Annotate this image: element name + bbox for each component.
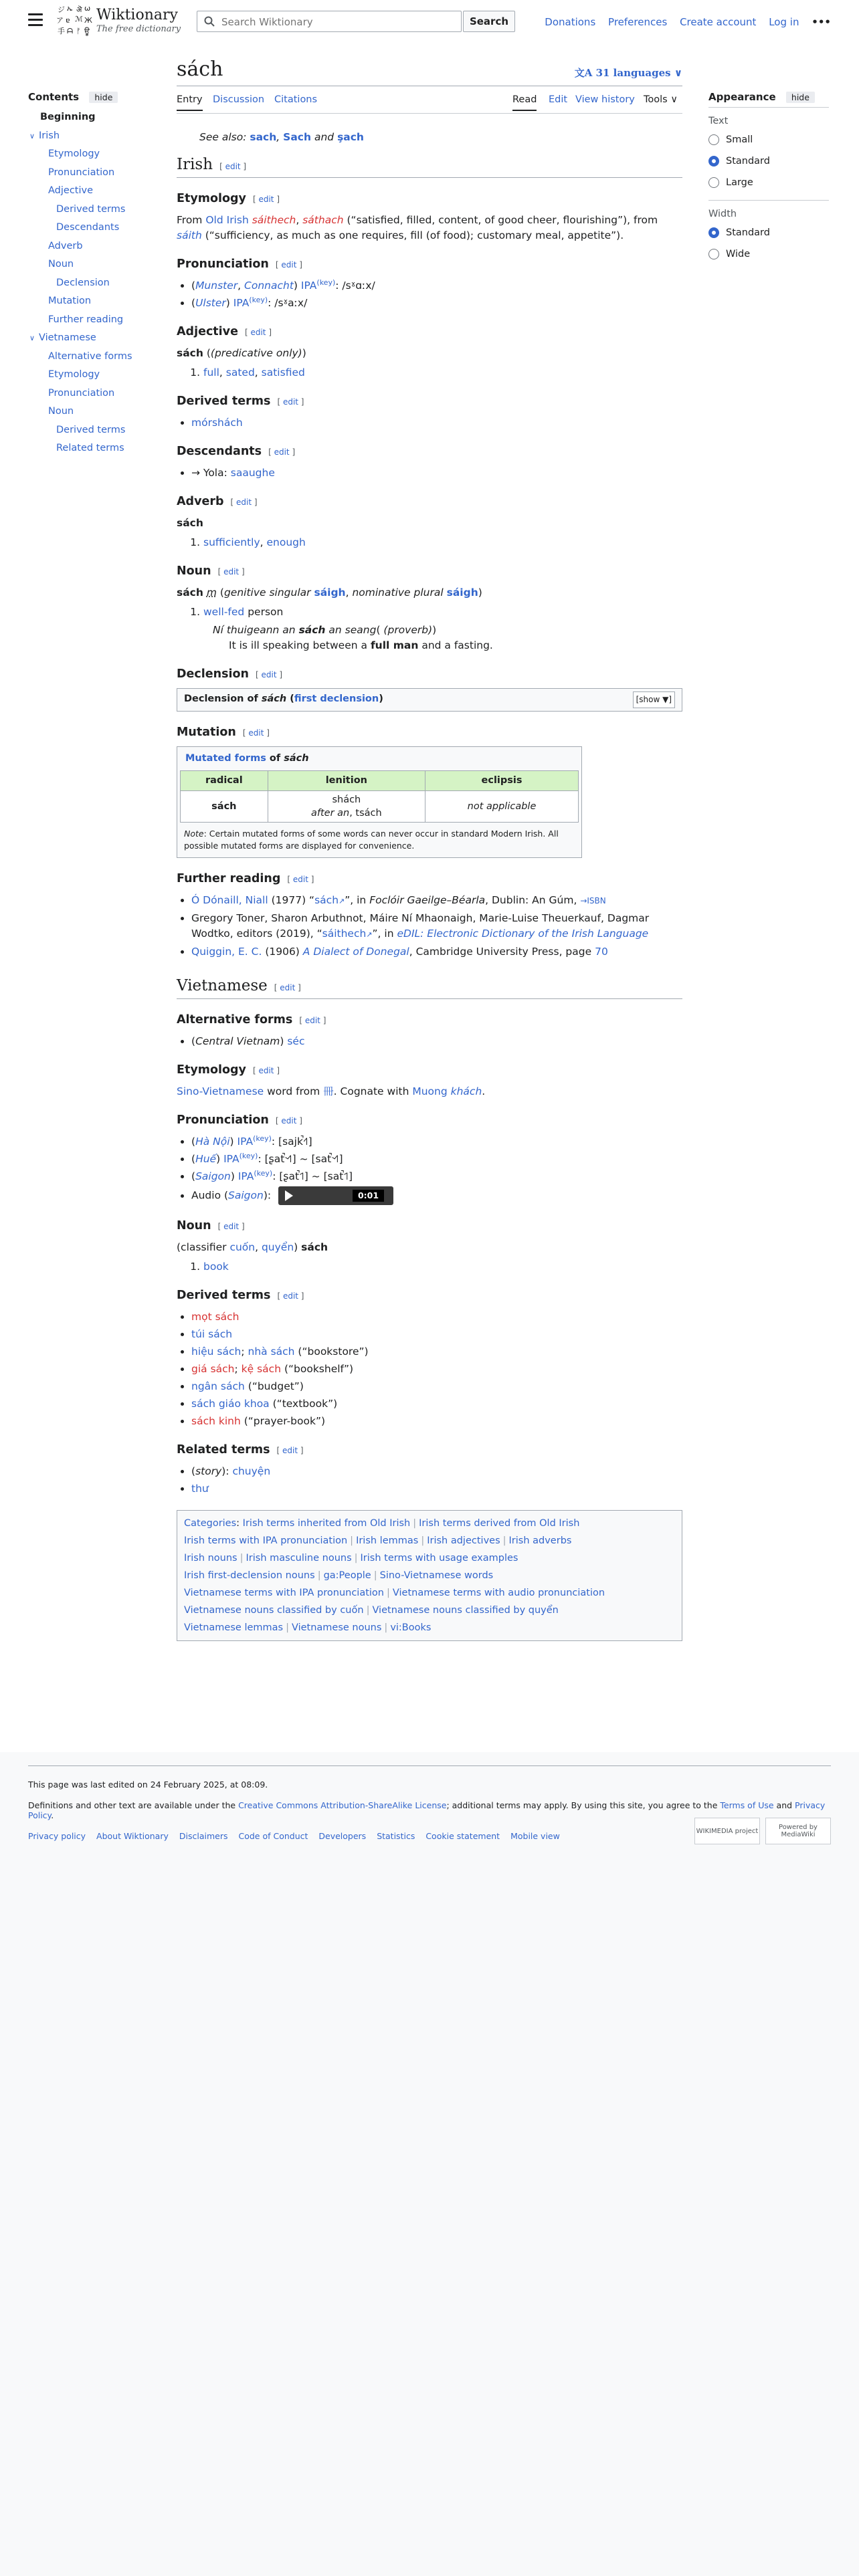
edit-section-link[interactable]: [ edit ]: [244, 328, 272, 337]
table-cell: shách after an, tsách: [268, 791, 425, 823]
see-also: See also: sach, Sach and şach: [199, 131, 364, 143]
translate-icon: 文A: [574, 67, 596, 79]
categories-label[interactable]: Categories: [184, 1518, 237, 1529]
mutation-table: [177, 746, 582, 858]
wordmark-tagline: The free dictionary: [96, 24, 181, 34]
heading-descendants: Descendants [ edit ]: [177, 445, 296, 458]
tab-read[interactable]: Read: [512, 94, 537, 111]
list-item: • Ó Dónaill, Niall (1977) “sách↗”, in Foclóir Gaeilge–Béarla, Dublin: An Gúm, →ISBN: [191, 893, 682, 909]
width-wide-radio[interactable]: Wide: [708, 243, 829, 265]
etymology-text: Sino-Vietnamese word from 冊. Cognate with Muong khách.: [177, 1085, 486, 1097]
svg-text:ア: ア: [56, 16, 64, 25]
toc-item-irish[interactable]: ∨ Irish: [28, 127, 162, 146]
footer-badges: [694, 1818, 831, 1844]
heading-related-terms: Related terms [ edit ]: [177, 1443, 304, 1457]
usage-translation: It is ill speaking between a full man and a fasting.: [229, 639, 493, 651]
chevron-down-icon[interactable]: ∨: [29, 131, 35, 140]
edit-section-link[interactable]: [ edit ]: [217, 1222, 245, 1231]
related-list: [177, 1464, 682, 1497]
categories-box: Categories: Irish terms inherited from Old Irish | Irish terms derived from Old Irish Irish terms with IPA pronunciation | Irish lemmas | Irish adjectives | Irish adverbs Irish nouns | Irish masculine nouns | Irish terms with usage examples Irish first-declension nouns | ga:People | Sino-Vietnamese words Vietnamese terms with IPA pronunciation | Vietnamese terms with audio pronunciation Vietnamese nouns classified by cuốn | Vietnamese nouns classified by quyển Vietnamese lemmas | Vietnamese nouns | vi:Books: [177, 1510, 682, 1641]
toc-item[interactable]: Derived terms: [56, 203, 126, 215]
chevron-down-icon[interactable]: ∨: [29, 334, 35, 342]
toc-item[interactable]: Pronunciation: [48, 387, 115, 399]
descendants-list: [177, 465, 682, 481]
audio-duration: 0:01: [353, 1190, 384, 1202]
divider: [708, 200, 829, 201]
radio-selected-icon[interactable]: [708, 156, 719, 167]
edit-section-link[interactable]: [ edit ]: [276, 1446, 304, 1455]
radio-selected-icon[interactable]: [708, 227, 719, 238]
create-account-link[interactable]: Create account: [680, 16, 757, 28]
list-item: • mọt sách: [191, 1309, 682, 1325]
etym-link[interactable]: sáithech: [252, 214, 296, 226]
hamburger-menu-icon[interactable]: [28, 13, 43, 27]
derived-list: [177, 415, 682, 431]
toc-list: [28, 108, 162, 458]
external-link-icon: ↗: [339, 897, 345, 905]
toc-item[interactable]: Noun: [48, 259, 74, 270]
heading-etymology: Etymology [ edit ]: [177, 192, 280, 205]
list-item: • Audio (Saigon): 0:01: [191, 1186, 682, 1205]
radio-icon[interactable]: [708, 134, 719, 145]
list-item: 1. sufficiently, enough: [203, 535, 682, 550]
edit-section-link[interactable]: [ edit ]: [219, 162, 247, 171]
list-item: • Gregory Toner, Sharon Arbuthnot, Máire Ní Mhaonaigh, Marie-Luise Theuerkauf, Dagmar Wodtko, editors (2019), “sáithech↗”, in eDIL: Electronic Dictionary of the Irish Language: [191, 911, 682, 942]
heading-derived-terms: Derived terms [ edit ]: [177, 395, 304, 408]
mediawiki-badge[interactable]: Powered by MediaWiki: [765, 1818, 831, 1844]
see-also-link[interactable]: sach: [250, 131, 277, 143]
page-tabs: [177, 86, 682, 114]
tab-edit[interactable]: Edit: [549, 94, 568, 105]
column-header: radical: [181, 771, 268, 791]
edit-section-link[interactable]: [ edit ]: [256, 670, 283, 679]
search-icon: [204, 16, 215, 27]
list-item: • (Munster, Connacht) $IPA^{(key)}$: /sˠɑːx/: [191, 278, 682, 294]
site-header: [0, 0, 859, 41]
toc-item[interactable]: Mutation: [48, 296, 92, 306]
tab-citations[interactable]: Citations: [274, 94, 318, 105]
sense-list: [177, 535, 682, 550]
toc-item[interactable]: Descendants: [56, 222, 120, 233]
list-item: • (Central Vietnam) séc: [191, 1034, 682, 1049]
text-size-small-radio[interactable]: Small: [708, 129, 829, 150]
tab-discussion[interactable]: Discussion: [213, 94, 265, 105]
list-item: • túi sách: [191, 1327, 682, 1342]
preferences-link[interactable]: Preferences: [608, 16, 668, 28]
toc-hide-button[interactable]: hide: [89, 92, 118, 103]
list-item: • (story): chuyện: [191, 1464, 682, 1479]
external-link-icon: ↗: [366, 930, 373, 939]
show-toggle-button[interactable]: [show ▼]: [633, 691, 675, 708]
personal-tools: [535, 16, 831, 28]
toc-item[interactable]: Related terms: [56, 443, 124, 453]
more-options-icon[interactable]: •••: [812, 16, 831, 28]
toc-item-vietnamese[interactable]: ∨ Vietnamese: [28, 329, 162, 348]
footer-links: Privacy policy About Wiktionary Disclaimers Code of Conduct Developers Statistics Cookie statement Mobile view: [28, 1831, 560, 1841]
etym-link[interactable]: sáith: [177, 229, 202, 241]
table-of-contents: [28, 91, 162, 458]
edit-section-link[interactable]: [ edit ]: [299, 1016, 326, 1025]
tab-view-history[interactable]: View history: [575, 94, 635, 105]
svg-text:ऄ: ऄ: [76, 5, 82, 14]
site-footer: [28, 1765, 831, 1841]
alt-forms-list: [177, 1034, 682, 1049]
list-item: • hiệu sách; nhà sách (“bookstore”): [191, 1344, 682, 1360]
wordmark-title: Wiktionary: [96, 7, 178, 23]
entry-body: [177, 114, 682, 1641]
svg-text:ᚠ: ᚠ: [76, 27, 81, 35]
chevron-down-icon: ∨: [667, 94, 678, 105]
tools-menu[interactable]: Tools ∨: [644, 94, 678, 105]
search-button[interactable]: Search: [463, 11, 515, 32]
heading-mutation: Mutation [ edit ]: [177, 726, 270, 739]
headword-line: sách m (genitive singular sáigh, nominative plural sáigh): [177, 586, 482, 599]
play-icon[interactable]: [285, 1190, 293, 1201]
chevron-down-icon: ∨: [670, 67, 682, 79]
sense-list: [177, 1259, 682, 1275]
sense-list: [177, 605, 682, 620]
headword-line: sách ((predicative only)): [177, 347, 306, 359]
list-item: • sách giáo khoa (“textbook”): [191, 1396, 682, 1412]
tab-entry[interactable]: Entry: [177, 94, 203, 111]
license-text: Definitions and other text are available under the Creative Commons Attribution-ShareAlike License; additional terms may apply. By using this site, you agree to the Terms of Use and Privacy Policy.: [28, 1800, 826, 1820]
list-item: 1. book: [203, 1259, 682, 1275]
text-size-standard-radio[interactable]: Standard: [708, 150, 829, 172]
mutation-note: Note: Certain mutated forms of some words can never occur in standard Modern Irish. All possible mutated forms are displayed for convenience.: [184, 829, 559, 851]
list-item: • mórshách: [191, 415, 682, 431]
see-also-link[interactable]: Sach: [283, 131, 312, 143]
text-size-label: Text: [708, 116, 729, 126]
edit-section-link[interactable]: [ edit ]: [268, 447, 296, 457]
wikimedia-badge[interactable]: WIKIMEDIA project: [694, 1818, 760, 1844]
list-item: 1. full, sated, satisfied: [203, 365, 682, 381]
toc-item[interactable]: Pronunciation: [48, 167, 115, 178]
edit-section-link[interactable]: [ edit ]: [252, 195, 280, 204]
headword-line: sách: [177, 517, 203, 529]
edit-section-link[interactable]: [ edit ]: [287, 875, 314, 884]
toc-item[interactable]: Adjective: [48, 185, 94, 196]
pronunciation-list: [177, 278, 682, 311]
heading-noun: Noun [ edit ]: [177, 1219, 245, 1232]
headword-line: (classifier cuốn, quyển) sách: [177, 1241, 328, 1253]
edit-section-link[interactable]: [ edit ]: [252, 1066, 280, 1075]
audio-player[interactable]: [278, 1186, 393, 1205]
list-item: • (Huế) $IPA^{(key)}$: [ʂat̚˦˧˥] ~ [sat̚˦˧˥]: [191, 1152, 682, 1167]
section-vietnamese: Vietnamese [ edit ]: [177, 978, 682, 999]
declension-box[interactable]: Declension of sách (first declension) [show ▼]: [177, 688, 682, 712]
column-header: lenition: [268, 771, 425, 791]
heading-noun: Noun [ edit ]: [177, 564, 245, 578]
edit-section-link[interactable]: [ edit ]: [275, 1116, 302, 1125]
toc-item-beginning[interactable]: Beginning: [40, 112, 96, 122]
toc-item[interactable]: Further reading: [48, 314, 124, 325]
pronunciation-list: [177, 1134, 682, 1205]
see-also-link[interactable]: şach: [337, 131, 364, 143]
search-input[interactable]: [220, 15, 450, 29]
list-item: 1. well-fed person: [203, 605, 682, 620]
svg-text:ジ: ジ: [58, 5, 65, 14]
references-list: [177, 893, 682, 960]
list-item: • thư: [191, 1481, 682, 1497]
edit-section-link[interactable]: [ edit ]: [230, 498, 258, 507]
list-item: • ngân sách (“budget”): [191, 1379, 682, 1394]
edit-section-link[interactable]: [ edit ]: [274, 983, 301, 992]
wiktionary-logo-icon[interactable]: [55, 3, 94, 39]
toc-item[interactable]: Derived terms: [56, 424, 126, 435]
toc-item[interactable]: Declension: [56, 277, 110, 288]
appearance-hide-button[interactable]: hide: [786, 92, 815, 103]
edit-section-link[interactable]: [ edit ]: [277, 1291, 304, 1301]
section-irish: Irish [ edit ]: [177, 157, 682, 178]
list-item: • (Ulster) $IPA^{(key)}$: /sˠaːx/: [191, 296, 682, 311]
heading-pronunciation: Pronunciation [ edit ]: [177, 257, 302, 271]
list-item: • sách kinh (“prayer-book”): [191, 1414, 682, 1429]
mutation-caption: Mutated forms of sách: [185, 753, 309, 764]
derived-list: [177, 1309, 682, 1429]
list-item: • → Yola: saaughe: [191, 465, 682, 481]
svg-text:ω: ω: [84, 4, 91, 13]
toc-header: [28, 91, 162, 103]
column-header: eclipsis: [425, 771, 579, 791]
etym-link[interactable]: Old Irish: [205, 214, 249, 226]
heading-declension: Declension [ edit ]: [177, 667, 283, 681]
heading-pronunciation: Pronunciation [ edit ]: [177, 1113, 302, 1127]
heading-further-reading: Further reading [ edit ]: [177, 872, 314, 885]
donations-link[interactable]: Donations: [545, 16, 596, 28]
etym-link[interactable]: sáthach: [302, 214, 344, 226]
appearance-header: [708, 91, 829, 108]
language-selector-button[interactable]: 文A 31 languages ∨: [574, 67, 682, 79]
appearance-title: Appearance: [708, 91, 776, 103]
heading-etymology: Etymology [ edit ]: [177, 1063, 280, 1077]
list-item: • (Saigon) $IPA^{(key)}$: [ʂat̚˦˥] ~ [sat̚˦˥]: [191, 1169, 682, 1184]
edit-section-link[interactable]: [ edit ]: [277, 397, 304, 407]
heading-alternative-forms: Alternative forms [ edit ]: [177, 1013, 326, 1027]
radio-icon[interactable]: [708, 177, 719, 188]
svg-text:ℳ: ℳ: [75, 15, 83, 23]
search-box: [197, 11, 462, 32]
wordmark[interactable]: [96, 7, 181, 34]
edit-section-link[interactable]: [ edit ]: [275, 260, 302, 270]
toc-item[interactable]: Etymology: [48, 148, 100, 159]
log-in-link[interactable]: Log in: [769, 16, 799, 28]
svg-text:ኤ: ኤ: [67, 4, 73, 13]
appearance-panel: [708, 91, 829, 265]
svg-text:ɐ: ɐ: [66, 16, 70, 25]
toc-item[interactable]: Alternative forms: [48, 350, 132, 362]
page-title: sách 文A 31 languages ∨: [177, 58, 682, 86]
sense-list: [177, 365, 682, 381]
toc-item[interactable]: Etymology: [48, 369, 100, 380]
toc-title: Contents: [28, 91, 80, 103]
svg-text:手: 手: [58, 27, 65, 35]
edit-section-link[interactable]: [ edit ]: [217, 567, 245, 576]
last-edited: This page was last edited on 24 February 2025, at 08:09.: [28, 1780, 268, 1790]
list-item: • (Hà Nội) $IPA^{(key)}$: [sajk̚˧˥]: [191, 1134, 682, 1150]
heading-derived-terms: Derived terms [ edit ]: [177, 1289, 304, 1302]
heading-adjective: Adjective [ edit ]: [177, 325, 272, 338]
list-item: • Quiggin, E. C. (1906) A Dialect of Donegal, Cambridge University Press, page 70: [191, 944, 682, 960]
list-item: • giá sách; kệ sách (“bookshelf”): [191, 1362, 682, 1377]
svg-text:ᗩ: ᗩ: [67, 27, 74, 35]
table-cell: not applicable: [425, 791, 579, 823]
etymology-text: From Old Irish sáithech, sáthach (“satisfied, filled, content, of good cheer, flourishing”), from sáith (“sufficiency, as much as one requires, fill (of food); customary meal, appetite”).: [177, 214, 658, 241]
width-label: Width: [708, 209, 737, 219]
main-content: [177, 58, 682, 1641]
toc-item[interactable]: Noun: [48, 406, 74, 417]
heading-adverb: Adverb [ edit ]: [177, 495, 258, 508]
edit-section-link[interactable]: [ edit ]: [242, 728, 270, 738]
usage-example: Ní thuigeann an sách an seang( (proverb)): [213, 624, 437, 636]
width-standard-radio[interactable]: Standard: [708, 222, 829, 243]
radio-icon[interactable]: [708, 249, 719, 259]
toc-item[interactable]: Adverb: [48, 240, 83, 251]
svg-text:ਊ: ਊ: [84, 27, 90, 35]
table-cell: sách: [181, 791, 268, 823]
divider: [28, 1765, 831, 1766]
svg-text:Ж: Ж: [84, 16, 92, 25]
text-size-large-radio[interactable]: Large: [708, 172, 829, 193]
